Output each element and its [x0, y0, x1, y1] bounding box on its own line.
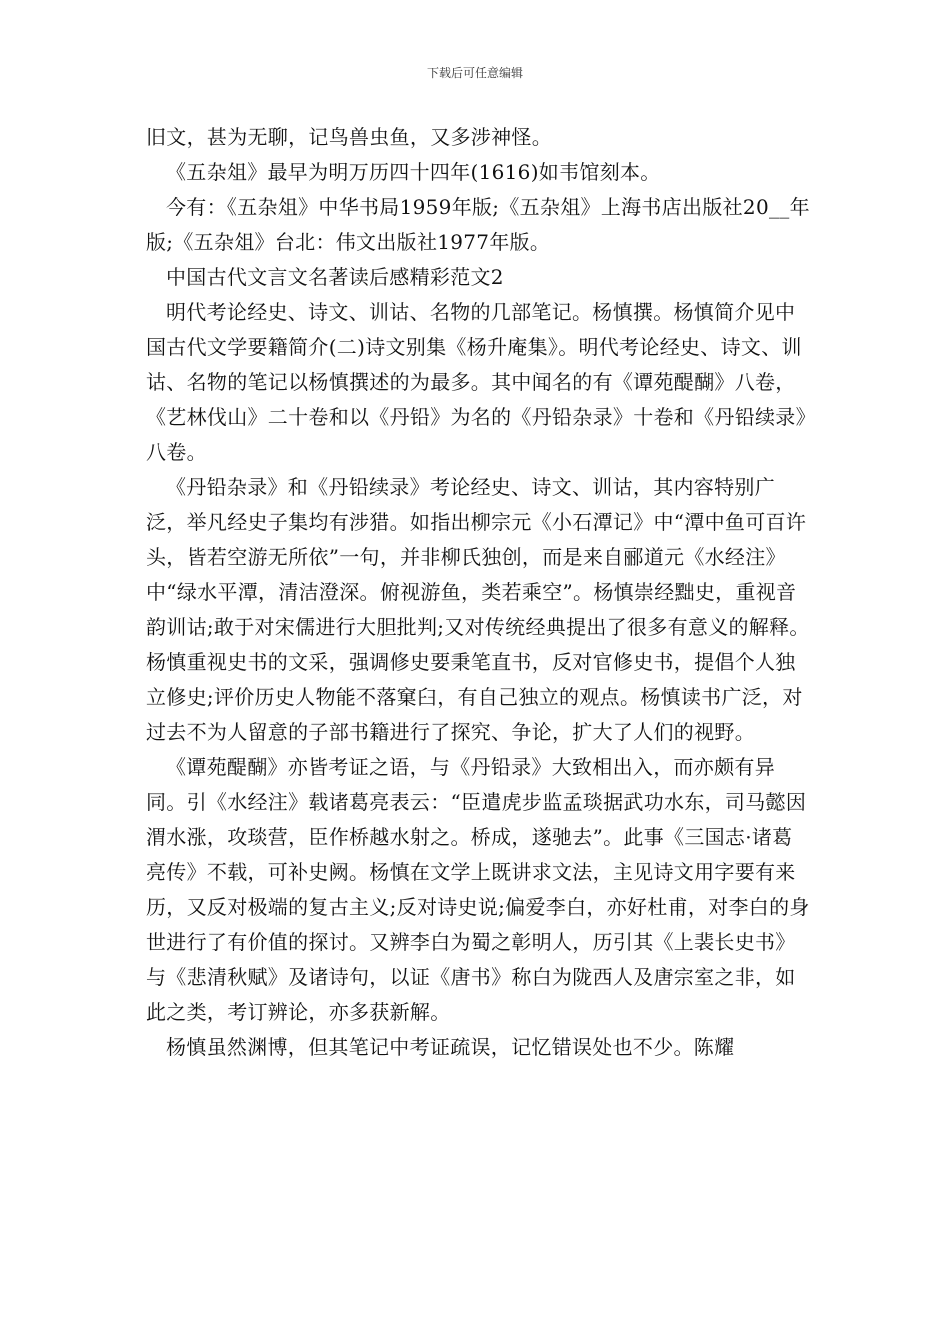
paragraph: 《谭苑醍醐》亦皆考证之语，与《丹铅录》大致相出入，而亦颇有异同。引《水经注》载诸葛亮表云：“臣遣虎步监孟琰据武功水东，司马懿因渭水涨，攻琰营，臣作桥越水射之。桥成，遂驰去”。此事《三国志·诸葛亮传》不载，可补史阙。杨慎在文学上既讲求文法，主见诗文用字要有来历，又反对极端的复古主义;反对诗史说;偏爱李白，亦好杜甫，对李白的身世进行了有价值的探讨。又辨李白为蜀之彰明人，历引其《上裴长史书》与《悲清秋赋》及诸诗句，以证《唐书》称白为陇西人及唐宗室之非，如此之类，考订辨论，亦多获新解。 [146, 755, 810, 1024]
paragraph: 《五杂俎》最早为明万历四十四年(1616)如韦馆刻本。 [166, 160, 661, 184]
paragraph: 杨慎虽然渊博，但其笔记中考证疏误，记忆错误处也不少。陈耀 [166, 1035, 735, 1059]
paragraph-continuation: 旧文，甚为无聊，记鸟兽虫鱼，又多涉神怪。 [146, 125, 552, 149]
paragraph: 今有：《五杂俎》中华书局1959年版;《五杂俎》上海书店出版社20__年版;《五杂俎》台北：伟文出版社1977年版。 [146, 195, 810, 254]
page-header: 下载后可任意编辑 [426, 66, 523, 80]
document-body [146, 120, 810, 1065]
paragraph: 《丹铅杂录》和《丹铅续录》考论经史、诗文、训诂，其内容特别广泛，举凡经史子集均有涉猎。如指出柳宗元《小石潭记》中“潭中鱼可百许头，皆若空游无所依”一句，并非柳氏独创，而是来自郦道元《水经注》中“绿水平潭，清洁澄深。俯视游鱼，类若乘空”。杨慎崇经黜史，重视音韵训诂;敢于对宋儒进行大胆批判;又对传统经典提出了很多有意义的解释。杨慎重视史书的文采，强调修史要秉笔直书，反对官修史书，提倡个人独立修史;评价历史人物能不落窠臼，有自己独立的观点。杨慎读书广泛，对过去不为人留意的子部书籍进行了探究、争论，扩大了人们的视野。 [146, 475, 810, 744]
paragraph: 明代考论经史、诗文、训诂、名物的几部笔记。杨慎撰。杨慎简介见中国古代文学要籍简介(二)诗文别集《杨升庵集》。明代考论经史、诗文、训诂、名物的笔记以杨慎撰述的为最多。其中闻名的有《谭苑醍醐》八卷，《艺林伐山》二十卷和以《丹铅》为名的《丹铅杂录》十卷和《丹铅续录》八卷。 [146, 300, 806, 464]
section-title: 中国古代文言文名著读后感精彩范文2 [166, 265, 504, 289]
